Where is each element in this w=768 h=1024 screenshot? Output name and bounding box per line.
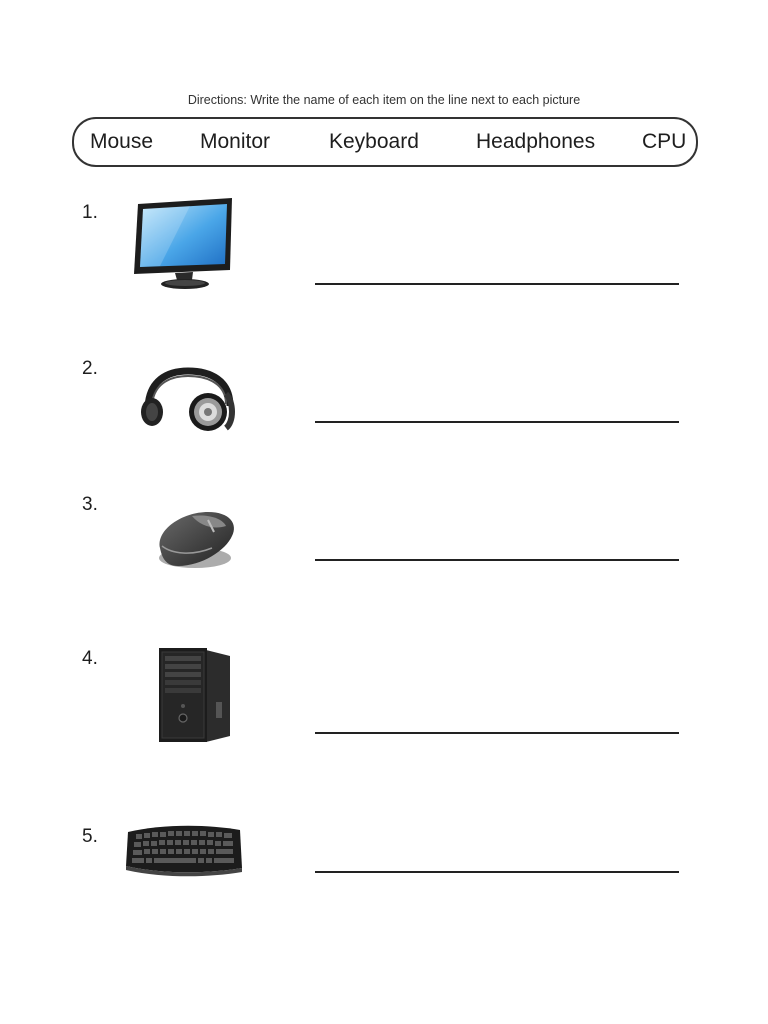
item-number-5: 5.	[82, 826, 98, 847]
answer-line-2[interactable]	[315, 421, 679, 423]
answer-line-4[interactable]	[315, 732, 679, 734]
headphones-icon	[138, 366, 240, 436]
word-bank-headphones: Headphones	[476, 130, 596, 153]
word-bank-monitor: Monitor	[200, 130, 271, 153]
mouse-icon	[152, 508, 238, 572]
word-bank-keyboard: Keyboard	[329, 130, 419, 153]
answer-line-5[interactable]	[315, 871, 679, 873]
word-bank-mouse: Mouse	[90, 130, 154, 153]
item-number-2: 2.	[82, 358, 98, 379]
item-number-4: 4.	[82, 648, 98, 669]
word-bank	[72, 117, 698, 167]
word-bank-cpu: CPU	[642, 130, 687, 153]
item-number-3: 3.	[82, 494, 98, 515]
monitor-icon	[130, 196, 236, 292]
answer-line-3[interactable]	[315, 559, 679, 561]
cpu-tower-icon	[156, 644, 232, 744]
answer-line-1[interactable]	[315, 283, 679, 285]
directions-text: Directions: Write the name of each item on the line next to each picture	[187, 93, 581, 107]
keyboard-icon	[122, 822, 246, 878]
item-number-1: 1.	[82, 202, 98, 223]
